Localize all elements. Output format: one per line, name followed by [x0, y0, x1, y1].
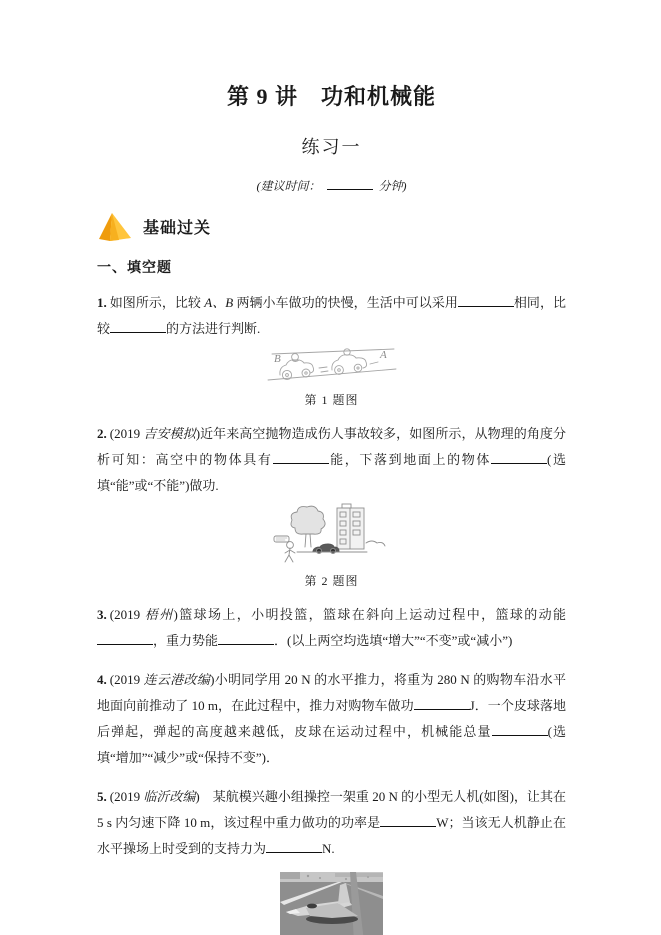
question-5-text: W；当该无人机静止在水平操场上时受到的支持力为 [97, 815, 567, 856]
answer-blank [97, 631, 153, 645]
question-4-number: 4. [97, 672, 107, 687]
question-3-text: )篮球场上，小明投篮，篮球在斜向上运动过程中，篮球的动能 [173, 607, 566, 622]
answer-blank [273, 450, 329, 464]
question-2 [97, 421, 566, 499]
question-2-source-name: 吉安模拟 [143, 426, 196, 441]
section-header-basics [97, 211, 566, 241]
question-3-number: 3. [97, 607, 107, 622]
question-1-text: 两辆小车做功的快慢，生活中可以采用 [233, 295, 458, 310]
question-2-text: 能，下落到地面上的物体 [328, 452, 492, 467]
figure-1-label-B: B [273, 353, 281, 365]
figure-1-caption: 第 1 题图 [304, 393, 359, 407]
time-answer-blank [327, 176, 373, 190]
question-5 [97, 784, 566, 862]
page-title: 第 9 讲 功和机械能 [226, 84, 436, 109]
figure-2-caption: 第 2 题图 [304, 574, 359, 588]
question-1 [97, 290, 566, 342]
question-3 [97, 602, 566, 654]
question-4-text: J．一个皮球落地后弹起，弹起的高度越来越低，皮球在运动过程中，机械能总量 [97, 698, 566, 739]
question-2-source: (2019 [109, 426, 144, 441]
answer-blank [458, 293, 514, 307]
question-4-source-name: 连云港改编 [143, 672, 211, 687]
figure-1-label-A: A [379, 349, 387, 361]
question-5-number: 5. [97, 789, 107, 804]
answer-blank [266, 839, 322, 853]
question-2-text: (选填“能”或“不能”)做功. [97, 452, 566, 493]
question-5-photo-wrap [97, 872, 566, 935]
time-note-suffix: 分钟) [378, 179, 407, 193]
question-1-text: 的方法进行判断. [166, 321, 261, 336]
question-2-figure-falling-object-cartoon [273, 503, 391, 565]
question-2-text: )近年来高空抛物造成伤人事故较多，如图所示，从物理的角度分析可知：高空中的物体具有 [97, 426, 566, 467]
question-4-text: )小明同学用 20 N 的水平推力，将重为 280 N 的购物车沿水平地面向前推动了 10 m，在此过程中，推力对购物车做功 [97, 672, 566, 713]
pyramid-icon [97, 212, 133, 241]
answer-blank [414, 696, 470, 710]
question-1-text: 相同，比较 [97, 295, 566, 336]
answer-blank [110, 319, 166, 333]
answer-blank [380, 813, 436, 827]
question-2-number: 2. [97, 426, 107, 441]
answer-blank [218, 631, 274, 645]
question-1-text: 如图所示，比较 [109, 295, 205, 310]
question-1-figure-two-toy-cars-sketch [266, 346, 398, 384]
question-3-source: (2019 [109, 607, 145, 622]
subsection-fill-in-blanks: 一、填空题 [97, 259, 172, 275]
question-4-source: (2019 [109, 672, 144, 687]
question-3-text: ．(以上两空均选填“增大”“不变”或“减小”) [274, 633, 513, 648]
time-note-prefix: (建议时间： [256, 179, 321, 193]
answer-blank [492, 722, 548, 736]
answer-blank [491, 450, 547, 464]
question-4 [97, 667, 566, 771]
question-1-number: 1. [97, 295, 107, 310]
question-1-variables: A、B [204, 295, 234, 310]
exercise-subtitle: 练习一 [301, 137, 362, 157]
question-4-text: (选填“增加”“减少”或“保持不变”)． [97, 724, 566, 765]
question-3-text: ，重力势能 [153, 633, 219, 648]
question-5-text: ) 某航模兴趣小组操控一架重 20 N 的小型无人机(如图)，让其在 5 s 内匀速下降 10 m，该过程中重力做功的功率是 [97, 789, 566, 830]
question-5-text: N. [322, 841, 335, 856]
question-5-source: (2019 [109, 789, 144, 804]
section-label: 基础过关 [143, 219, 212, 237]
suggested-time-note [97, 176, 566, 194]
question-5-source-name: 临沂改编 [143, 789, 196, 804]
question-5-photo-model-jet-on-runway [280, 872, 383, 935]
question-3-source-name: 梧州 [144, 607, 174, 622]
